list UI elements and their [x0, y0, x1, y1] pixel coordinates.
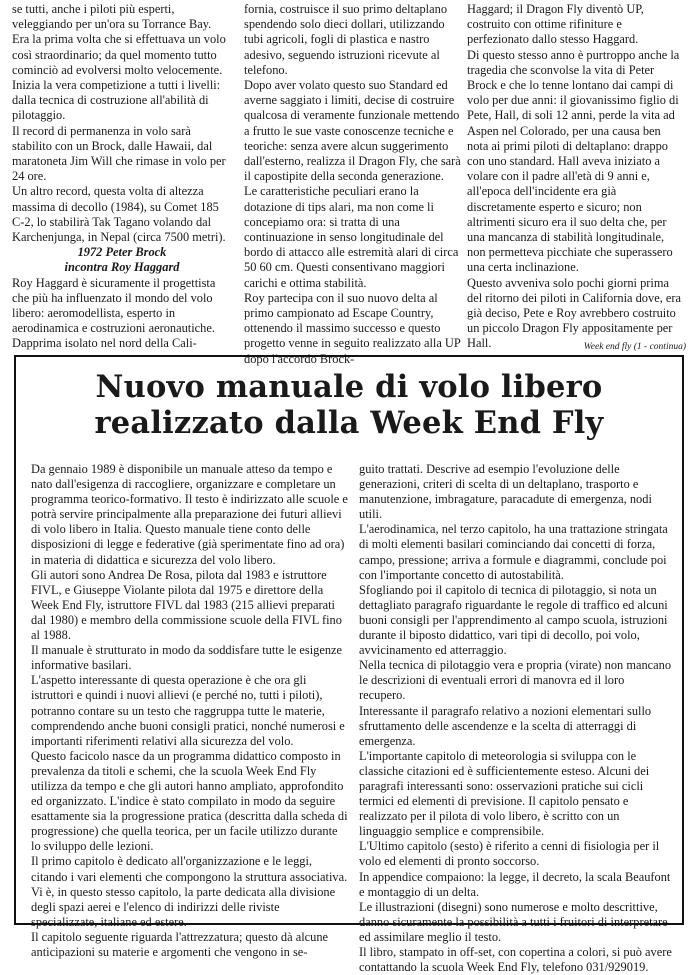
- paragraph: L'aspetto interessante di questa operazione è che ora gli istruttori e quindi i nuovi allievi (e perché no, tutti i piloti), potranno contare su un testo che raggruppa tutte le materie, comprendendo anche buoni consigli pratici, nonché numerosi e importanti riferimenti relativi alla sicurezza del volo.: [31, 673, 345, 748]
- paragraph: Interessante il paragrafo relativo a nozioni elementari sullo sfruttamento delle ascendenze e la scelta di atterraggi di emergenza.: [359, 703, 652, 748]
- paragraph: Dapprima isolato nel nord della Cali-: [12, 336, 197, 351]
- paragraph: Il libro, stampato in off-set, con copertina a colori, si può avere contattando la scuola Week End Fly, telefono 031/929019.: [359, 945, 672, 975]
- paragraph: fornia, costruisce il suo primo deltaplano spendendo solo dieci dollari, utilizzando tubi agricoli, fogli di plastica e nastro adesivo, seguendo istruzioni ricevute al telefono.: [244, 2, 448, 77]
- paragraph: Il record di permanenza in volo sarà stabilito con un Brock, dalle Hawaii, dal maratoneta Jim Will che rimase in volo per 24 ore.: [12, 123, 226, 184]
- paragraph: Roy partecipa con il suo nuovo delta al primo campionato ad Escape Country, ottenendo il massimo successo e questo progetto venne in seguito realizzato alla UP dopo l'accordo Brock-: [244, 290, 461, 366]
- headline-line: realizzato dalla Week End Fly: [94, 405, 604, 441]
- paragraph: Il primo capitolo è dedicato all'organizzazione e le leggi, citando i vari elementi che compongono la struttura associativa. Vi è, in questo stesso capitolo, la parte dedicata alla divisione degli spazi aerei e l'elenco di indirizzi delle riviste specializzate, italiane ed estere.: [31, 854, 348, 929]
- paragraph: Haggard; il Dragon Fly diventò UP, costruito con ottime rifiniture e perfezionato dallo stesso Haggard.: [467, 2, 644, 47]
- boxed-article: [14, 355, 684, 975]
- paragraph: L'Ultimo capitolo (sesto) è riferito a cenni di fisiologia per il volo ed elementi di pronto soccorso.: [359, 839, 660, 869]
- headline-line: Nuovo manuale di volo libero: [95, 369, 603, 405]
- paragraph: Era la prima volta che si effettuava un volo così straordinario; da quel momento tutto cominciò ad evolversi molto velocemente. Inizia la vera competizione a tutti i livelli: dalla tecnica di costruzione all'abilità di pilotaggio.: [12, 32, 226, 123]
- paragraph: Nella tecnica di pilotaggio vera e propria (virate) non mancano le descrizioni di eventuali errori di manovra ed il loro recupero.: [359, 658, 672, 703]
- paragraph: Di questo stesso anno è purtroppo anche la tragedia che sconvolse la vita di Peter Brock e che lo tenne lontano dai campi di volo per due anni: il giovanissimo figlio di Pete, Hall, di soli 12 anni, perde la vita ad Aspen nel Colorado, per una causa ben nota ai primi piloti di deltaplano: drappo con uno standard. Hall aveva iniziato a volare con il padre all'età di 9 anni e, all'epoca dell'incidente era già discretamente esperto e sicuro; non altrimenti sicuro era il suo delta che, per una mancanza di stabilità longitudinale, non permetteva picchiate che superassero una certa inclinazione.: [467, 47, 680, 275]
- paragraph: Sfogliando poi il capitolo di tecnica di pilotaggio, si nota un dettagliato paragrafo riguardante le regole di traffico ed alcuni buoni consigli per l'apprendimento al campo scuola, istruzioni durante il biposto didattico, vari tipi di decollo, poi volo, avvicinamento ed atterraggio.: [359, 582, 668, 658]
- paragraph: L'aerodinamica, nel terzo capitolo, ha una trattazione stringata di molti elementi basilari cominciando dai concetti di forza, campo, pressione; arriva a formule e diagrammi, conclude poi con l'importante concetto di autostabilità.: [359, 522, 668, 582]
- paragraph: Roy Haggard è sicuramente il progettista che più ha influenzato il mondo del volo libero: aeromodellista, esperto in aerodinamica e costruzioni aeronautiche.: [12, 275, 216, 336]
- paragraph: guito trattati. Descrive ad esempio l'evoluzione delle generazioni, criteri di scelta di un deltaplano, trasporto e manutenzione, imbragature, paracadute di emergenza, nodi utili.: [359, 462, 652, 522]
- paragraph: Le caratteristiche peculiari erano la dotazione di tips alari, ma non come li concepiamo ora: si tratta di una continuazione in senso longitudinale del bordo di attacco alle estremità alari di circa 50 60 cm. Questi consentivano maggiori carichi e ottima stabilità.: [244, 184, 459, 290]
- article-caption: Week end fly (1 - continua): [583, 342, 686, 352]
- top-article-column-2: [244, 2, 466, 367]
- top-article-column-1: [12, 2, 232, 352]
- paragraph: Questo avveniva solo pochi giorni prima del ritorno dei piloti in California dove, era già deciso, Pete e Roy avrebbero costruito un piccolo Dragon Fly appositamente per Hall.: [467, 275, 682, 351]
- top-article-column-3: [467, 2, 685, 352]
- headline: [16, 369, 682, 441]
- boxed-article-column-2: [359, 462, 673, 975]
- boxed-article-column-1: [31, 462, 349, 960]
- subheading: 1972 Peter Brock: [77, 245, 167, 260]
- paragraph: L'importante capitolo di meteorologia si sviluppa con le classiche citazioni ed è sufficientemente esteso. Alcuni dei paragrafi interessanti sono: osservazioni pratiche sui cicli termici ed elementi di previsione. Il capitolo pensato e realizzato per il pilota di volo libero, è scritto con un linguaggio semplice e comprensibile.: [359, 748, 650, 839]
- paragraph: Il capitolo seguente riguarda l'attrezzatura; questo dà alcune anticipazioni su materie e argomenti che vengono in se-: [31, 929, 329, 959]
- paragraph: Dopo aver volato questo suo Standard ed averne saggiato i limiti, decise di costruire qualcosa di veramente funzionale mettendo a frutto le sue vaste conoscenze tecniche e teoriche: senza avere alcun suggerimento dall'esterno, realizza il Dragon Fly, che sarà il capostipite della seconda generazione.: [244, 78, 461, 184]
- paragraph: Le illustrazioni (disegni) sono numerose e molto descrittive, danno sicuramente la possibilità a tutti i fruitori di interpretare ed assimilare meglio il testo.: [359, 899, 668, 944]
- top-article: [12, 2, 684, 366]
- paragraph: Questo facicolo nasce da un programma didattico composto in prevalenza da titoli e schemi, che la scuola Week End Fly utilizza da tempo e che gli autori hanno ampliato, approfondito ed organizzato. L'indice è stato compilato in modo da seguire esattamente sia la progressione pratica (descritta dalla scheda di progressione) che quella teorica, per un facile utilizzo durante lo sviluppo delle lezioni.: [31, 748, 348, 854]
- paragraph: Gli autori sono Andrea De Rosa, pilota dal 1983 e istruttore FIVL, e Giuseppe Violante pilota dal 1975 e direttore della Week End Fly, istruttore FIVL dal 1983 (215 allievi preparati dal 1980) e membro della commissione scuole della FIVL fino al 1988.: [31, 567, 342, 643]
- paragraph: In appendice compaiono: la legge, il decreto, la scala Beaufont e montaggio di un delta.: [359, 869, 671, 899]
- paragraph: Un altro record, questa volta di altezza massima di decollo (1984), su Comet 185 C-2, lo stabilirà Tak Tagano volando dal Karchenjunga, in Nepal (circa 7500 metri).: [12, 184, 226, 245]
- subheading: incontra Roy Haggard: [64, 260, 180, 275]
- paragraph: Da gennaio 1989 è disponibile un manuale atteso da tempo e nato dall'esigenza di raccogliere, organizzare e completare un programma teorico-formativo. Il testo è indirizzato alle scuole e potrà servire principalmente alla preparazione dei futuri allievi di volo libero in Italia. Questo manuale tiene conto delle disposizioni di legge e federative (già sperimentate fino ad ora) in materia di didattica e sicurezza del volo libero.: [31, 462, 348, 567]
- paragraph: se tutti, anche i piloti più esperti, veleggiando per un'ora su Torrance Bay.: [12, 2, 212, 32]
- paragraph: Il manuale è strutturato in modo da soddisfare tutte le esigenze informative basilari.: [31, 643, 343, 673]
